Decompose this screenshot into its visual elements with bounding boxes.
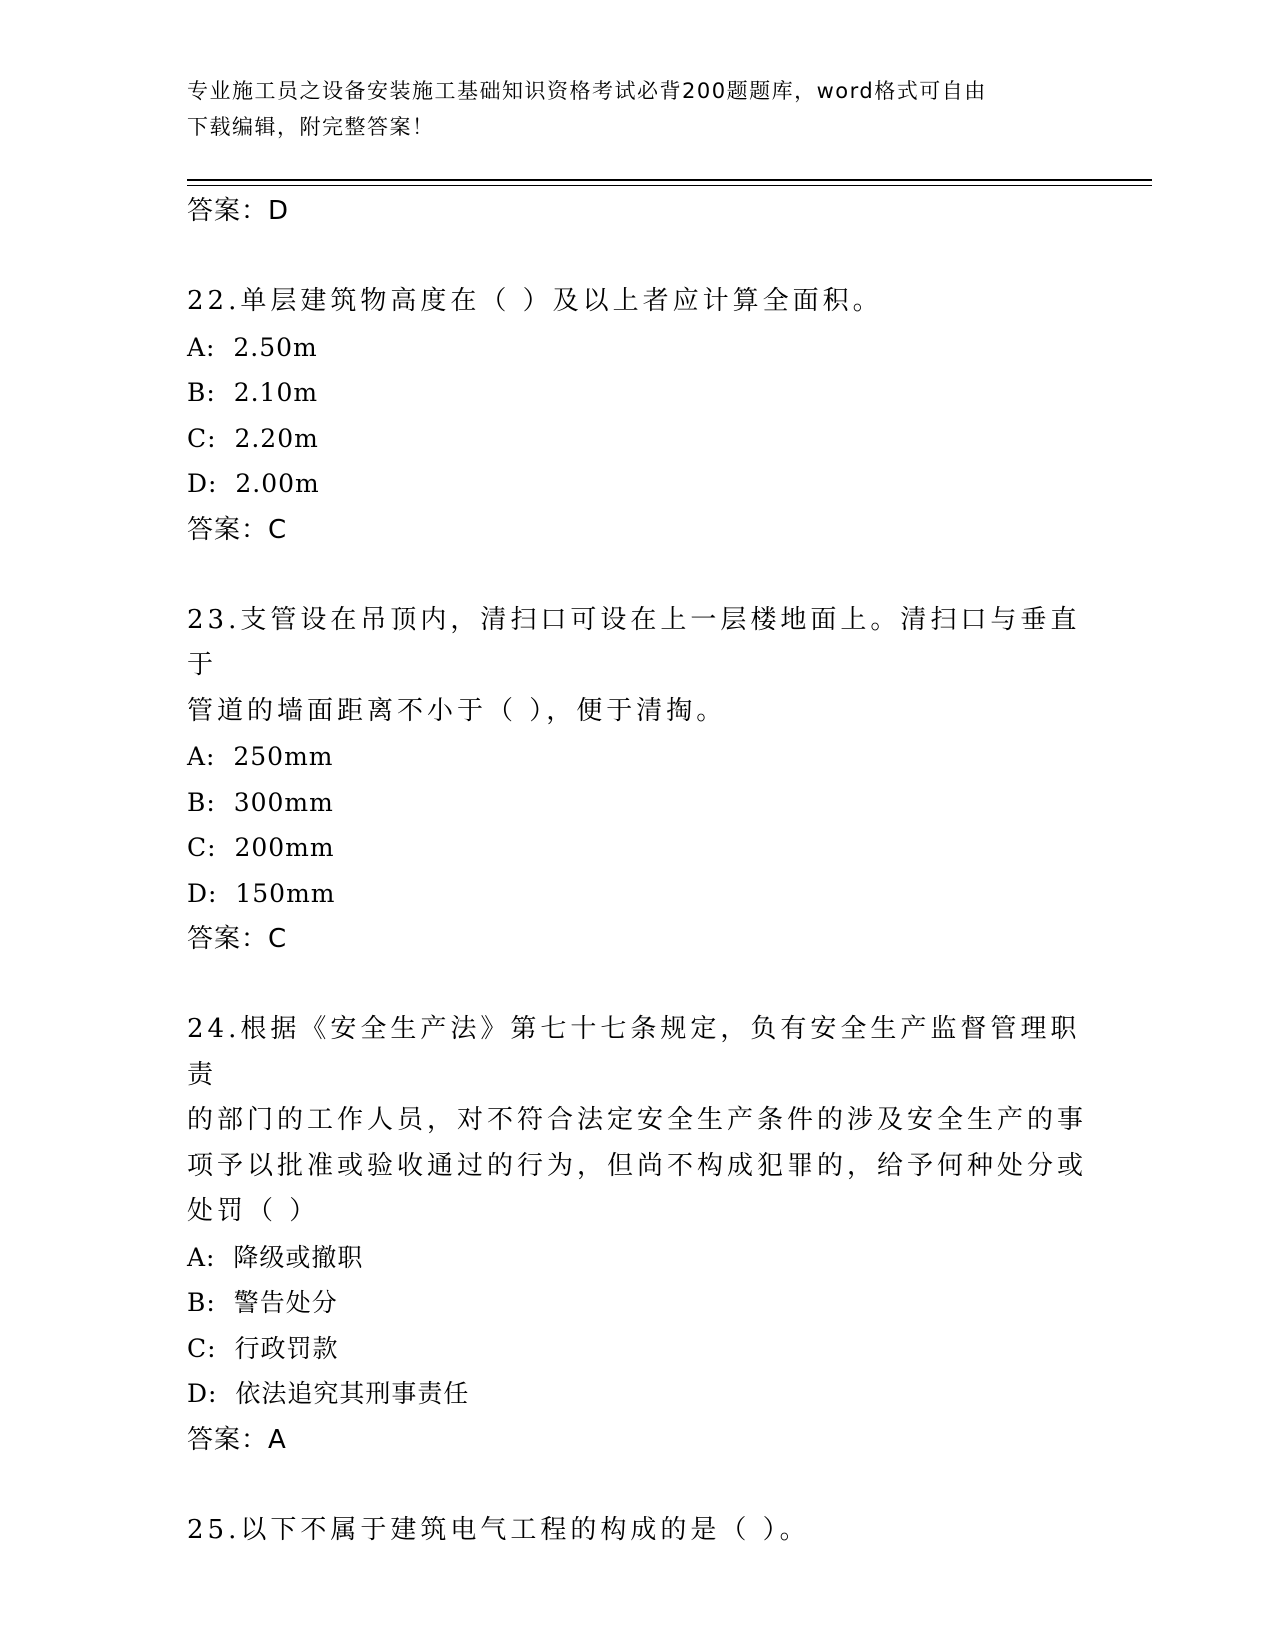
option-b: B: 2.10m (187, 378, 319, 407)
question-23 (187, 598, 1087, 963)
spacer (187, 553, 1087, 598)
option-c: C: 2.20m (187, 423, 319, 453)
header-line-1: 专业施工员之设备安装施工基础知识资格考试必背200题题库，word格式可自由 (187, 79, 987, 103)
question-25 (187, 1508, 1087, 1554)
document-header (187, 73, 1067, 145)
option-a: A: 2.50m (187, 332, 318, 362)
option-c: C: 行政罚款 (187, 1333, 339, 1363)
previous-answer: 答案：D (187, 196, 290, 226)
answer: 答案：C (187, 514, 288, 545)
question-stem: 22.单层建筑物高度在（ ）及以上者应计算全面积。 (187, 286, 883, 316)
document-body (187, 188, 1087, 1553)
question-stem-line-3: 项予以批准或验收通过的行为，但尚不构成犯罪的，给予何种处分或 (187, 1150, 1088, 1181)
spacer (187, 1463, 1087, 1508)
option-a: A: 降级或撤职 (187, 1242, 364, 1272)
question-stem-line-1: 23.支管设在吊顶内，清扫口可设在上一层楼地面上。清扫口与垂直于 (187, 604, 1081, 680)
answer: 答案：C (187, 924, 288, 954)
question-stem-line-4: 处罚（ ） (187, 1196, 320, 1226)
option-b: B: 警告处分 (187, 1288, 338, 1317)
header-rule-thin (187, 185, 1152, 186)
option-b: B: 300mm (187, 787, 334, 817)
header-rule-thick (187, 179, 1152, 181)
question-24 (187, 1007, 1087, 1463)
option-d: D: 2.00m (187, 469, 320, 498)
option-d: D: 150mm (187, 878, 336, 908)
question-stem-line-2: 的部门的工作人员，对不符合法定安全生产条件的涉及安全生产的事 (187, 1105, 1088, 1135)
question-stem-line-1: 24.根据《安全生产法》第七十七条规定，负有安全生产监督管理职责 (187, 1014, 1081, 1090)
option-c: C: 200mm (187, 833, 335, 862)
spacer (187, 962, 1087, 1007)
question-22 (187, 279, 1087, 553)
option-a: A: 250mm (187, 742, 334, 771)
spacer (187, 234, 1087, 279)
header-line-2: 下载编辑，附完整答案！ (187, 115, 435, 139)
question-stem: 25.以下不属于建筑电气工程的构成的是（ ）。 (187, 1514, 810, 1545)
option-d: D: 依法追究其刑事责任 (187, 1379, 470, 1408)
answer: 答案：A (187, 1424, 287, 1455)
question-stem-line-2: 管道的墙面距离不小于（ ），便于清掏。 (187, 695, 727, 726)
